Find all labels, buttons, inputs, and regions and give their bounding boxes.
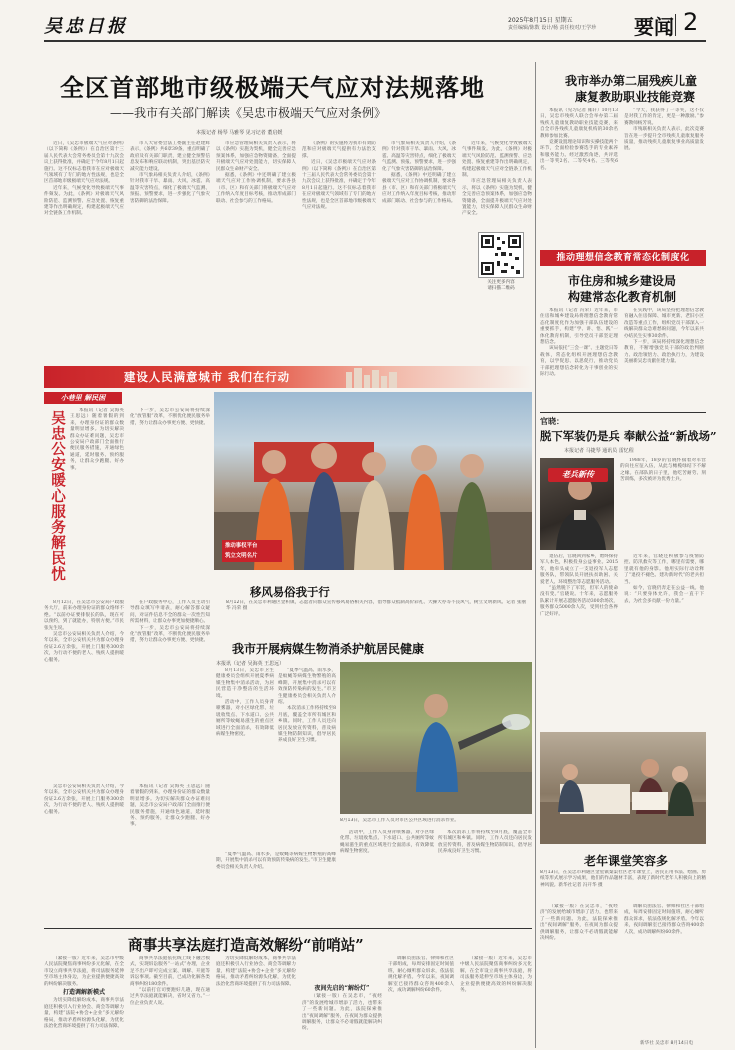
commercial-court-subheading: 打造调解新模式 [62, 989, 105, 997]
masthead-rule [44, 40, 706, 42]
paragraph: “今天，我获得了一等奖，这不仅是对我工作的肯定，更是一种激励。”参赛教师杨芳说。 [624, 108, 704, 126]
right-story-rule [540, 412, 706, 413]
ideals-banner [540, 250, 706, 266]
police-tag-text: 小巷里 解民困 [60, 394, 106, 402]
paragraph: 本次消杀工作将持续至8月底，覆盖全市所有城区和乡镇。同时，工作人员还向居民发放宣传资料，普及病媒生物防制知识，倡导居民养成良好卫生习惯。 [278, 706, 336, 744]
volunteers-photo-title: 移风易俗我于行 [250, 585, 330, 599]
commercial-court-col6 [460, 956, 532, 1048]
paragraph: “夏季气温高、雨水多，是蚊蝇等病媒生物繁殖的高峰期，开展集中消杀可以有效预防传染病的发生。”市卫生健康委员会相关负责人介绍。 [278, 668, 336, 706]
paragraph: 市应急管理局相关负责人表示，将以《条例》实施为契机，健全完善应急预案体系，加强应急物资储备，全面提升极端天气应对处置能力，切实保障人民群众生命财产安全。 [216, 141, 296, 172]
veteran-badge [548, 468, 608, 482]
right-mid-body-col2 [624, 308, 704, 408]
paragraph: 为切实降低解纷成本，商事共享法庭还积极引入行业协会、商会等调解力量，构建“法院+协会+企业”多元解纷格局，推动矛盾纠纷源头化解，为优化法治化营商环境提供了有力司法保障。 [216, 956, 296, 987]
paragraph: 市气象局相关负责人介绍，《条例》针对我市干旱、暴雨、大风、冰雹、高温等灾害特点，细化了极端天气监测、预报、预警要求，进一步强化了气象灾害防御的法治保障。 [130, 173, 210, 204]
police-vertical-headline-text: 吴忠公安暖心服务解民忧 [49, 410, 66, 582]
police-vertical-headline [48, 410, 66, 595]
paragraph: 吴忠市公安局相关负责人介绍，今年以来，全市公安机关共为群众办理身份证2.6万余张，开展上门服务300余次，为行动不便的老人、残疾人提供暖心服务。 [44, 784, 124, 815]
volunteers-photo-caption: 8月12日，在吴忠市利通区金积镇，志愿者向群众宣传移风易俗相关内容，倡导群众抵制高价彩礼、大操大办等不良风气，树立文明新风。记者 张丽华 冯荣 摄 [226, 600, 526, 612]
disinfection-worker-icon [340, 662, 532, 814]
vector-control-col4 [438, 830, 532, 920]
paragraph: 本报讯（见习记者 雍轩）10月13日，吴忠市残疾人联合会举办第二届残疾儿童康复教助职业技能竞赛，来自全市各残疾儿童康复机构的30余名教师参加比赛。 [540, 108, 618, 139]
senior-classroom-title: 老年课堂笑容多 [584, 854, 669, 868]
police-body-col1 [44, 600, 124, 780]
paragraph: 本次消杀工作将持续至8月底，覆盖全市所有城区和乡镇。同时，工作人员还向居民发放宣传资料，普及病媒生物防制知识，倡导居民养成良好卫生习惯。 [438, 830, 532, 855]
qr-code[interactable] [478, 232, 524, 278]
right-story-kicker: 官晓： [540, 416, 564, 426]
paragraph: 市气象局相关负责人介绍，《条例》针对我市干旱、暴雨、大风、冰雹、高温等灾害特点，细化了极端天气监测、预报、预警要求，进一步强化了气象灾害防御的法治保障。 [382, 141, 456, 172]
bottom-right-col1 [540, 904, 618, 1048]
paragraph: 本报讯（记者 冯荣）近年来，市住房和城乡建设局将理想信念教育常态化制度化作为加强干部队伍建设的重要抓手，构建“学、讲、悟、践”一体化教育机制，引导党员干部坚定理想信念。 [540, 308, 618, 346]
right-top-body-col2 [624, 108, 704, 246]
lead-body-col3 [216, 141, 296, 356]
paragraph: 据悉，《条例》中还明确了建立极端天气应对工作协调机制，要求各县（市、区）和有关部门将极端天气应对工作纳入年度目标考核，推动形成部门联动、社会参与的工作格局。 [382, 173, 456, 204]
paragraph: 退伍后，官晓回到家乡，始终保持军人本色，积极投身公益事业。2015年，他牵头成立了一支退役军人志愿服务队，带领队员开展扶贫助困、关爱老人、环境整治等志愿服务活动。 [540, 554, 618, 585]
paragraph: 活动中，工作人员身背喷雾器，对小区绿化带、垃圾收集点、下水道口、公共厕所等蚊蝇易滋生的重点区域进行全面消杀，有效降低病媒生物密度。 [216, 700, 274, 738]
paragraph: 竞赛设置理论知识和实操技能两个环节，全面检验参赛选手的专业素养和服务能力。经过激烈角逐，共评选出一等奖2名、二等奖4名、三等奖6名。 [540, 140, 618, 171]
paragraph: 本报讯（记者 吴海英 王思远）随着暑假的到来，办理身份证的群众数量明显增多。为切实解决群众办证难问题，吴忠市公安局户政部门全面推行便民服务措施，开通绿色通道，延时服务、预约服务，让群众少跑腿、好办事。 [130, 784, 210, 828]
paragraph: 8月13日，吴忠市卫生健康委员会组织开展夏季病媒生物集中消杀活动，为居民营造干净整洁的生活环境。 [216, 668, 274, 699]
volunteers-photo-badge-text: 推动事权平台 筑立文明名片 [225, 543, 258, 559]
vector-control-col2 [278, 668, 336, 848]
police-body-col4 [130, 784, 210, 924]
paragraph: 近年来，气候变化导致极端天气事件频发。为此，《条例》对极端天气风险防范、监测预警、应急处置、恢复重建等作出明确规定，构建起极端天气应对全链条工作机制。 [462, 141, 532, 179]
commercial-court-col3 [216, 956, 296, 1048]
volunteers-photo-badge [222, 540, 282, 562]
senior-classroom-caption: 8月13日，在吴忠市利通区金星镇秦渠社区老年课堂上，居民正用书法、绘画、剪纸等形式展示学习成果，他们的作品题材丰富，表现了新时代老年人积极向上的精神风貌。新华社记者 冯开华 摄 [540, 870, 706, 888]
paragraph: 《条例》的实施将为我市有效防范和应对极端天气提供有力法治支撑。 [302, 141, 376, 159]
paragraph: 8月12日，在吴忠市公安局户政服务大厅，前来办理身份证的群众络绎不绝。“以前办证要排很长的队，现在可以预约，到了就能办，特别方便。”市民张先生说。 [44, 600, 124, 631]
paragraph: 近日，《吴忠市极端天气应对条例》（以下简称《条例》）在自治区第十三届人民代表大会常务委员会第十九次会议上获得批准，并确定于今年8月1日起施行。这不仅标志着我市在应对极端天气领域有了专门的地方性法规，也是全区首部地市级极端天气应对法规。 [44, 141, 124, 185]
disinfection-photo-caption: 8月13日，吴忠市工作人员对市区公共区域进行消杀作业。 [340, 818, 460, 823]
paragraph: “虽然脱下了军装，但军人的使命没有变。”官晓说。十年来，志愿服务队累计开展志愿服务活动300余场次，服务群众5000余人次，受到社会各界广泛好评。 [540, 586, 618, 617]
paragraph: 市人大常委会法工委副主任赵建辉表示，《条例》共6章39条，重点明确了政府及有关部门职责，建立健全预警信息发布和响应联动机制，突出基层防灾减灾能力建设。 [130, 141, 210, 172]
qr-code-icon [479, 233, 523, 277]
paragraph: 近年来，官晓还积极参与疫情防控、防汛救灾等工作，哪里有需要，哪里就有他的身影。他用实际行动诠释了“退役不褪色、建功新时代”的老兵担当。 [624, 554, 704, 585]
right-story-headline: 脱下军装仍是兵 奉献公益“新战场” [540, 429, 717, 443]
police-body-col2 [130, 600, 210, 780]
vector-control-col5 [216, 852, 336, 920]
commercial-court-col1 [44, 956, 124, 1048]
paragraph: （紧接一版）近年来，吴忠市中级人民法院聚焦商事纠纷多元化解，在全市设立商事共享法庭，将司法服务延伸至市场主体身边，为企业提供便捷高效的纠纷解决服务。 [460, 956, 532, 994]
bottom-rule [44, 928, 532, 929]
commercial-court-col4 [302, 956, 382, 1048]
police-body-col-b [130, 408, 210, 508]
vector-control-headline: 我市开展病媒生物消杀护航居民健康 [232, 642, 425, 656]
paragraph: 调解员由法官、律师和社区干部组成，每周安排固定时间值班，耐心倾听群众诉求，依法依规化解矛盾。今年以来，夜间调解室已接待群众咨询400余人次，成功调解纠纷60余件。 [388, 956, 454, 994]
paragraph: 本报讯（记者 吴海英 王思远）随着暑假的到来，办理身份证的群众数量明显增多。为切实解决群众办证难问题，吴忠市公安局户政部门全面推行便民服务措施，开通绿色通道，延时服务、预约服务，让群众少跑腿、好办事。 [70, 408, 124, 471]
right-story-col-narrow [620, 458, 706, 550]
paragraph: 在户政服务中心，工作人员主动引导群众填写申请表，耐心解答群众疑问，对证件信息不全的群众一次性告知所需材料，让群众办事更加便捷顺心。 [130, 600, 210, 625]
right-top-body-col1 [540, 108, 618, 246]
paragraph: 下一步，该局将持续深化理想信念教育，不断增强党员干部的政治判断力、政治领悟力、政治执行力，为建设美丽新吴忠贡献住建力量。 [624, 340, 704, 365]
paragraph: 为切实降低解纷成本，商事共享法庭还积极引入行业协会、商会等调解力量，构建“法院+协会+企业”多元解纷格局，推动矛盾纠纷源头化解，为优化法治化营商环境提供了有力司法保障。 [44, 998, 124, 1030]
senior-classroom-photo [540, 732, 706, 844]
paragraph: 下一步，吴忠市公安局将持续深化“放管服”改革，不断优化便民服务举措，努力让群众办事更方便、更快捷。 [130, 625, 210, 644]
section-name: 要闻 [634, 15, 674, 39]
right-top-headline-1: 我市举办第二届残疾儿童 [565, 74, 698, 88]
commercial-court-col5 [388, 956, 454, 1048]
paragraph: 调解员由法官、律师和社区干部组成，每周安排固定时间值班，耐心倾听群众诉求，依法依规化解矛盾。今年以来，夜间调解室已接待群众咨询400余人次，成功调解纠纷60余件。 [624, 904, 704, 935]
vector-control-byline: 本报讯（记者 吴海英 王思远） [216, 661, 285, 667]
commercial-court-headline: 商事共享法庭打造高效解纷“前哨站” [128, 937, 364, 954]
issue-date: 2025年8月15日 星期五 [508, 17, 573, 24]
city-banner-text: 建设人民满意城市 我们在行动 [124, 370, 291, 384]
city-banner [44, 366, 532, 388]
ideals-banner-text: 推动理想信念教育常态化制度化 [556, 253, 690, 263]
police-body-col-a [70, 408, 124, 598]
paragraph: 商事共享法庭依托线上线下融合模式，实现诉讼服务“一站式”办理，企业足不出户即可完成立案、调解、开庭等诉讼事项。截至目前，已成功化解各类商事纠纷180余件。 [130, 956, 210, 987]
paragraph: 如今，官晓仍奔走在公益一线。他说：“只要身体允许，我会一直干下去，为社会多贡献一份力量。” [624, 586, 704, 604]
paragraph: “夏季气温高、雨水多，是蚊蝇等病媒生物繁殖的高峰期，开展集中消杀可以有效预防传染病的发生。”市卫生健康委员会相关负责人介绍。 [216, 852, 336, 870]
lead-body-col1 [44, 141, 124, 356]
city-skyline-icon [344, 366, 404, 388]
right-story-body-col2 [624, 554, 704, 728]
right-mid-body-col1 [540, 308, 618, 408]
paragraph: （紧接一版）在吴忠市，“夜经济”的发展给城市增添了活力，也带来了一些新问题。为此，法院探索推出“夜间调解”服务，在夜间为群众提供调解服务，让群众不必请假就能解决纠纷。 [302, 994, 382, 1032]
masthead [0, 0, 735, 46]
lead-body-col4 [302, 141, 376, 356]
right-story-body-col1 [540, 554, 618, 728]
paragraph: 近年来，气候变化导致极端天气事件频发。为此，《条例》对极端天气风险防范、监测预警、应急处置、恢复重建等作出明确规定，构建起极端天气应对全链条工作机制。 [44, 185, 124, 217]
paragraph: 市应急管理局相关负责人表示，将以《条例》实施为契机，健全完善应急预案体系，加强应急物资储备，全面提升极端天气应对处置能力，切实保障人民群众生命财产安全。 [462, 179, 532, 217]
right-story-byline: 本报记者 马捷琴 通讯员 雷忆程 [564, 448, 634, 454]
classroom-scene-icon [540, 732, 706, 844]
newspaper-logo: 吴忠日报 [44, 16, 128, 37]
lead-body-col2 [130, 141, 210, 356]
police-tag [44, 392, 122, 404]
bottom-right-dateline: 新华社 吴忠市 8月14日电 [640, 1041, 694, 1046]
paragraph: 市残联相关负责人表示，此次竞赛旨在进一步提升全市残疾儿童康复服务质量，推动残疾儿童康复事业高质量发展。 [624, 127, 704, 152]
paragraph: 吴忠市公安局相关负责人介绍，今年以来，全市公安机关共为群众办理身份证2.6万余张，开展上门服务300余次，为行动不便的老人、残疾人提供暖心服务。 [44, 632, 124, 663]
paragraph: 近日，《吴忠市极端天气应对条例》（以下简称《条例》）在自治区第十三届人民代表大会常务委员会第十九次会议上获得批准，并确定于今年8月1日起施行。这不仅标志着我市在应对极端天气领域有了专门的地方性法规，也是全区首部地市级极端天气应对法规。 [302, 160, 376, 211]
volunteers-photo [214, 392, 532, 570]
paragraph: 该局依托“三会一课”、主题党日等载体，常态化组织开展理想信念教育，以学促思、以思促行，推动党员干部把理想信念转化为干事创业的实际行动。 [540, 346, 618, 378]
right-mid-headline-2: 构建常态化教育机制 [568, 290, 677, 304]
commercial-court-col2 [130, 956, 210, 1048]
lead-subtitle: ——我市有关部门解读《吴忠市极端天气应对条例》 [110, 106, 387, 120]
paragraph: 1988年，18岁的官晓怀揣着对军营的向往应征入伍，从此与橄榄绿结下不解之缘。在部队的日子里，他吃苦耐劳、刻苦训练，多次被评为优秀士兵。 [620, 458, 706, 483]
police-body-col3 [44, 784, 124, 924]
paragraph: 据悉，《条例》中还明确了建立极端天气应对工作协调机制，要求各县（市、区）和有关部门将极端天气应对工作纳入年度目标考核，推动形成部门联动、社会参与的工作格局。 [216, 173, 296, 204]
lead-byline: 本报记者 杨琴 马雅琴 见习记者 董启媛 [196, 130, 283, 136]
right-top-headline-2: 康复教助职业技能竞赛 [575, 90, 696, 104]
disinfection-photo [340, 662, 532, 814]
bottom-right-col2 [624, 904, 704, 1040]
right-mid-headline-1: 市住房和城乡建设局 [568, 274, 677, 288]
paragraph: （紧接一版）近年来，吴忠市中级人民法院聚焦商事纠纷多元化解，在全市设立商事共享法庭，将司法服务延伸至市场主体身边，为企业提供便捷高效的纠纷解决服务。 [44, 956, 124, 987]
paragraph: 活动中，工作人员身背喷雾器，对小区绿化带、垃圾收集点、下水道口、公共厕所等蚊蝇易滋生的重点区域进行全面消杀，有效降低病媒生物密度。 [340, 830, 434, 855]
paragraph: “以前打官司要跑好几趟，现在通过共享法庭就能解决，省时又省力。”一位企业负责人说。 [130, 988, 210, 1006]
paragraph: 在实践中，该局坚持把理想信念教育融入住房保障、城市更新、老旧小区改造等重点工作，组织党员干部深入一线解决群众急难愁盼问题，今年以来共办结民生实事30余件。 [624, 308, 704, 339]
night-mediation-heading: 夜间先启的“解纷灯” [314, 985, 370, 992]
paragraph: （紧接一版）在吴忠市，“夜经济”的发展给城市增添了活力，也带来了一些新问题。为此，法院探索推出“夜间调解”服务，在夜间为群众提供调解服务，让群众不必请假就能解决纠纷。 [540, 904, 618, 942]
editor-credits: 责任编辑/陈数 设计/杨 责任校对/王学珍 [508, 25, 597, 31]
lead-headline: 全区首部地市级极端天气应对法规落地 [60, 73, 485, 102]
column-rule [535, 62, 536, 1048]
vector-control-col3 [340, 830, 434, 920]
section-divider [675, 14, 676, 36]
page-number: 2 [683, 8, 699, 36]
paragraph: 下一步，吴忠市公安局将持续深化“放管服”改革，不断优化便民服务举措，努力让群众办事更方便、更快捷。 [130, 408, 210, 426]
vector-control-col1 [216, 668, 274, 848]
lead-body-col5 [382, 141, 456, 356]
qr-caption: 关注更多内容 请扫描二维码 [487, 280, 515, 291]
veteran-badge-text: 老兵新传 [562, 470, 594, 479]
